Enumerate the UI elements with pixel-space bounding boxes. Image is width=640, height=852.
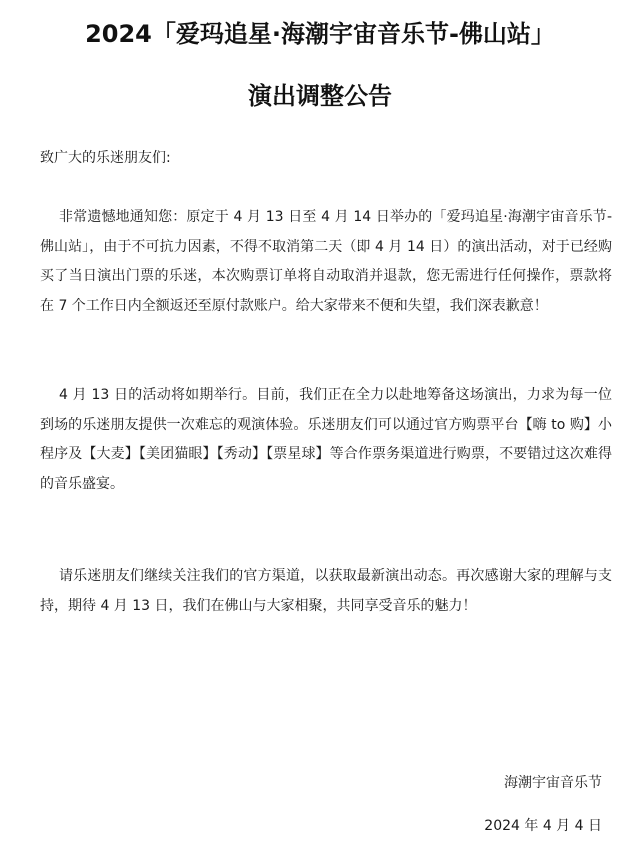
greeting: 致广大的乐迷朋友们:: [40, 150, 171, 166]
paragraph-cancellation-notice: 非常遗憾地通知您：原定于 4 月 13 日至 4 月 14 日举办的「爱玛追星·海潮宇宙音乐节-佛山站」，由于不可抗力因素，不得不取消第二天（即 4 月 14 日）的演出活动，对于已经购买了当日演出门票的乐迷，本次购票订单将自动取消并退款，您无需进行任何操作，票款将在 7 个工作日内全额返还至原付款账户。给大家带来不便和失望，我们深表歉意！: [40, 209, 612, 314]
paragraph-closing: 请乐迷朋友们继续关注我们的官方渠道，以获取最新演出动态。再次感谢大家的理解与支持，期待 4 月 13 日，我们在佛山与大家相聚，共同享受音乐的魅力！: [40, 568, 612, 614]
signature-date: 2024 年 4 月 4 日: [484, 818, 602, 834]
document-subtitle: 演出调整公告: [248, 82, 392, 110]
document-title: 2024「爱玛追星·海潮宇宙音乐节-佛山站」: [85, 20, 555, 48]
signature-organization: 海潮宇宙音乐节: [504, 775, 602, 791]
paragraph-event-continues: 4 月 13 日的活动将如期举行。目前，我们正在全力以赴地筹备这场演出，力求为每一位到场的乐迷朋友提供一次难忘的观演体验。乐迷朋友们可以通过官方购票平台【嗨 to 购】小程序及【大麦】【美团猫眼】【秀动】【票星球】等合作票务渠道进行购票，不要错过这次难得的音乐盛宴。: [40, 387, 612, 492]
